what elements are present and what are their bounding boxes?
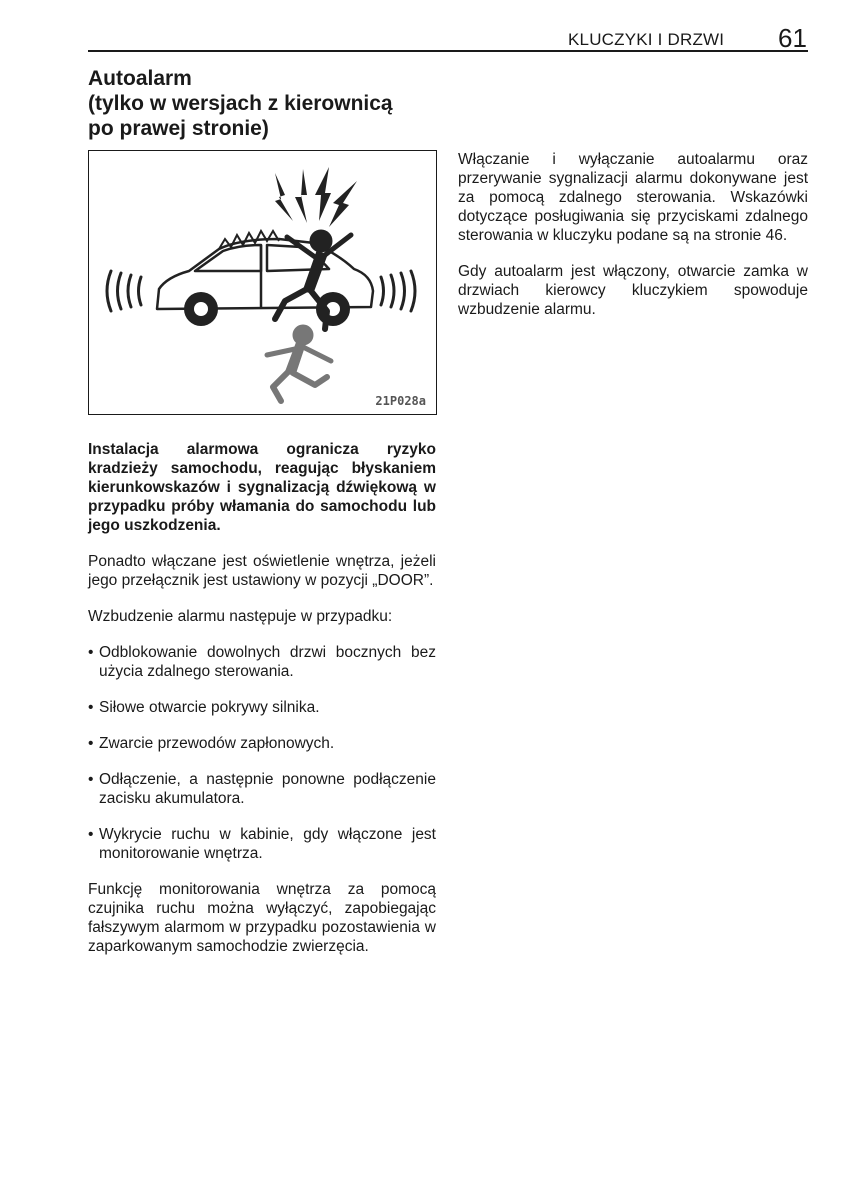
list-item: • Wykrycie ruchu w kabinie, gdy włączone jest monitorowanie wnętrza. [88,825,436,863]
car-alarm-illustration-icon [89,151,436,414]
monitoring-paragraph: Funkcję monitorowania wnętrza za pomocą czujnika ruchu można wyłączyć, zapobiegając fałszywym alarmom w przypadku pozostawienia w zaparkowanym samochodzie zwierzęcia. [88,881,436,955]
lighting-paragraph: Ponadto włączane jest oświetlenie wnętrza, jeżeli jego przełącznik jest ustawiony w pozycji „DOOR”. [88,553,436,589]
page-number: 61 [778,23,807,53]
section-title: KLUCZYKI I DRZWI [568,30,725,49]
remote-paragraph: Włączanie i wyłączanie autoalarmu oraz przerywanie sygnalizacji alarmu dokonywane jest za pomocą zdalnego sterowania. Wskazówki dotyczące posługiwania się przyciskami zdalnego sterowania w kluczyku podane są na stronie 46. [458,151,808,244]
list-item: • Odblokowanie dowolnych drzwi bocznych bez użycia zdalnego sterowania. [88,643,436,681]
list-item: • Zwarcie przewodów zapłonowych. [88,734,436,753]
right-column [458,150,808,319]
title-line: Autoalarm [88,67,192,90]
list-intro: Wzbudzenie alarmu następuje w przypadku: [88,608,393,625]
header-rule [88,50,808,52]
intro-paragraph: Instalacja alarmowa ogranicza ryzyko kradzieży samochodu, reagując błyskaniem kierunkowskazów i sygnalizacją dźwiękową w przypadku próby włamania do samochodu lub jego uszkodzenia. [88,441,436,534]
left-column [88,440,436,956]
car-alarm-figure [88,150,437,415]
list-item: • Odłączenie, a następnie ponowne podłączenie zacisku akumulatora. [88,770,436,808]
title-line: (tylko w wersjach z kierownicą [88,92,393,115]
page-title [88,66,393,141]
alarm-trigger-list [88,643,436,863]
figure-code: 21P028a [375,394,426,408]
title-line: po prawej stronie) [88,117,269,140]
list-item: • Siłowe otwarcie pokrywy silnika. [88,698,436,717]
key-paragraph: Gdy autoalarm jest włączony, otwarcie zamka w drzwiach kierowcy kluczykiem spowoduje wzbudzenie alarmu. [458,263,808,318]
